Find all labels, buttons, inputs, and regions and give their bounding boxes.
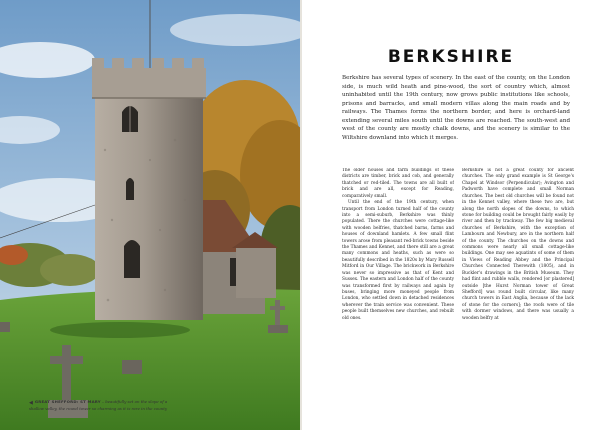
photo-caption	[29, 399, 179, 411]
caption-lead: GREAT SHEFFORD: ST MARY	[34, 399, 101, 404]
caption-text: – beautifully set on the slope of a shallow valley, the round tower so charming as it is rare in the county	[29, 399, 168, 411]
text-page	[302, 0, 600, 430]
body-paragraph: Until the end of the 19th century, when transport from London turned half of the county into a semi-suburb, Berkshire was thinly populated. There the churches were cottage-like with wooden belfries, thatched barns, farms and houses of downland hamlets. A few small flint towers arose from pleasant red-brick towns beside the Thames and Kennet, and there still are a great many commons and heaths, such as were so beautifully described in the 1820s by Mary Russell Mitford in Our Village. The brickwork in Berkshire was never so impressive as that of Kent and Sussex. The eastern and London half of the county was transformed first by railways and again by buses, bringing more moneyed people from London, who settled down in detached residences wherever the train service was convenient. These people built themselves new churches, and rebuilt old ones.	[342, 200, 454, 321]
caption-arrow-icon: ◀	[29, 399, 33, 406]
body-column-left	[342, 168, 454, 390]
body-paragraph: Berkshire is not a great county for ancient churches. The only grand example is St George's Chapel at Windsor (Perpendicular); Avington and Padworth have complete and small Norman churches. The best old churches will be found not in the Kennet valley, where these two are, but along the north slopes of the downs, to which stone for building could be brought fairly easily by river and then by trackway. The few big medieval churches of Berkshire, with the exception of Lambourn and Newbury, are in the northern half of the county. The churches on the downs and commons were nearly all small cottage-like buildings. One may see aquatints of some of them in Views of Reading Abbey and the Principal Churches Connected Therewith (1805), and in Buckler's drawings in the British Museum. They had flint and rubble walls, rendered [or plastered] outside [the Hurst Norman tower of Great Shefford] was round built circular, like many church towers in East Anglia, because of the lack of stone for the corners]; the roofs were of tile with dormer windows, and there was usually a wooden belfry at	[462, 168, 574, 321]
intro-paragraph: Berkshire has several types of scenery. In the east of the county, on the London side, is much wild heath and pine-wood, the sort of country which, almost uninhabited until the 19th century, now grows public institutions like schools, prisons and barracks, and small modern villas along the main roads and by railways. The Thames forms the northern border, and here is orchard-land extending several miles south until the downs are reached. The south-west and west of the county are mostly chalk downs, and the scenery is similar to the Wiltshire downland into which it merges.	[342, 75, 570, 141]
body-paragraph: The older houses and farm buildings of these districts are timber, brick and cob, and generally thatched or red-tiled. The towns are all built of brick and are all, except for Reading, comparatively small.	[342, 168, 454, 199]
body-column-right	[462, 168, 574, 390]
page-title: BERKSHIRE	[387, 47, 515, 68]
